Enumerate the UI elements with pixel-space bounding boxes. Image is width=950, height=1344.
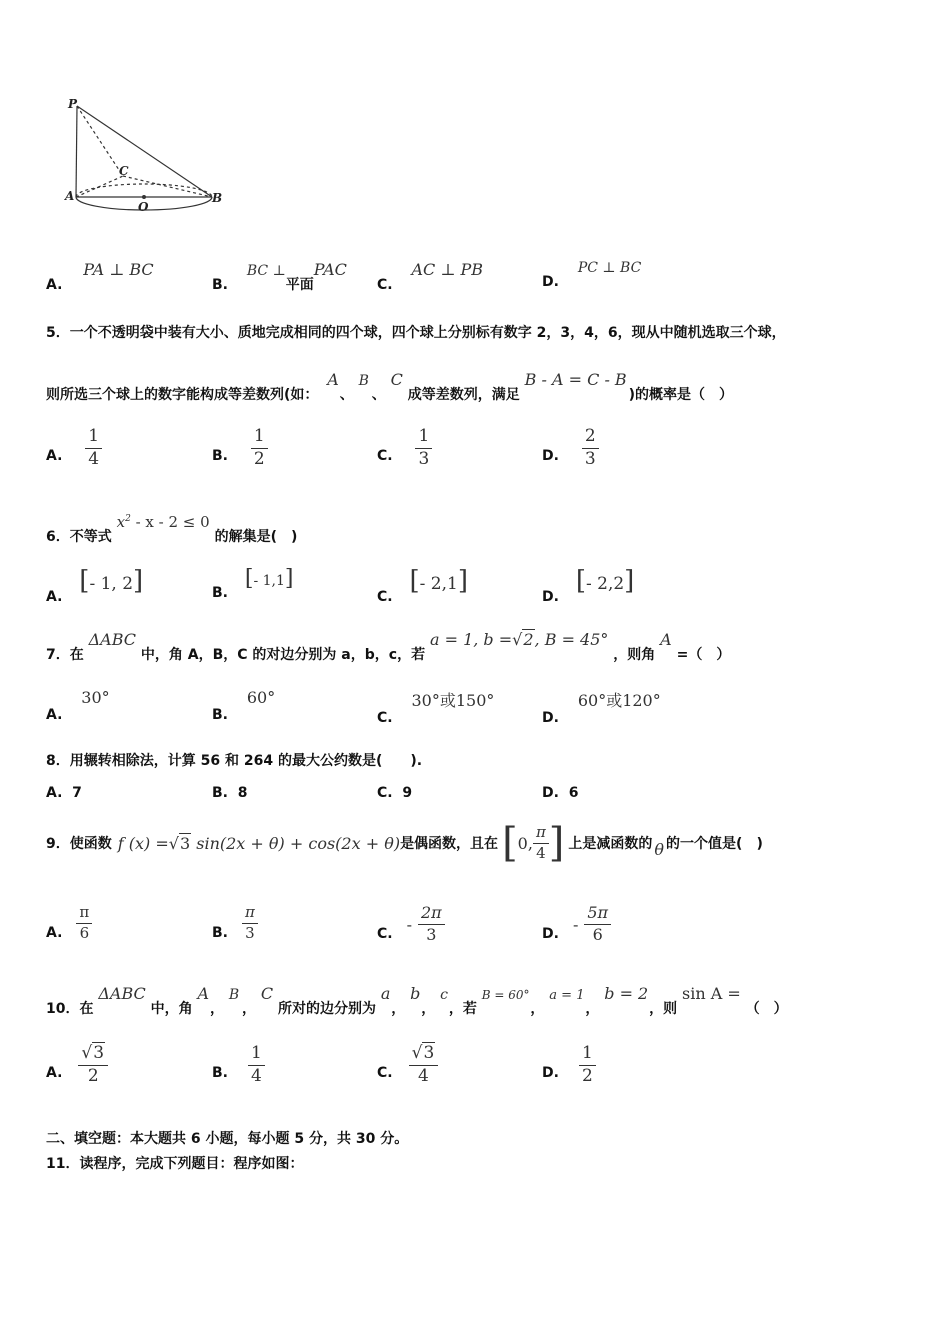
q8-option-c: C. 9 bbox=[377, 785, 413, 801]
q9-option-b: B. $\frac{\pi}{3}$ bbox=[212, 905, 258, 942]
segment-AC bbox=[76, 176, 123, 197]
label-B: B bbox=[212, 191, 223, 205]
q4-option-d: D. PC ⊥ BC bbox=[542, 260, 642, 290]
q6-option-d: D. [- 2,2] bbox=[542, 566, 635, 605]
label-A: A bbox=[65, 189, 75, 203]
q6-stem: 6．不等式 $x^2 - x - 2 \le 0$ 的解集是( ) bbox=[46, 513, 298, 545]
q6-option-c: C. [- 2,1] bbox=[377, 566, 468, 605]
q4-option-a: A. PA ⊥ BC bbox=[46, 260, 154, 293]
q9-option-a: A. $\frac{\pi}{6}$ bbox=[46, 905, 92, 942]
label-P: P bbox=[68, 97, 78, 111]
segment-PB bbox=[77, 106, 212, 197]
q10-option-a: A. $\frac{√3}{2}$ bbox=[46, 1045, 108, 1086]
q10-stem: 10．在 ΔABC 中，角 A ， B ， C 所对的边分别为 a ， b ， c ，若 B = 60° ， a = 1 ， b = 2 ，则 sin A = （ ） bbox=[46, 984, 788, 1017]
segment-PC bbox=[77, 106, 123, 176]
q8-option-d: D. 6 bbox=[542, 785, 579, 801]
q5-option-d: D. $\frac{2}{3}$ bbox=[542, 428, 599, 469]
q7-stem: 7．在 ΔABC 中，角 A，B，C 的对边分别为 a，b，c，若 a = 1, b =√2, B = 45° ，则角 A =（ ） bbox=[46, 630, 731, 663]
q6-option-a: A. [- 1, 2] bbox=[46, 566, 144, 605]
q5-stem-line1: 5．一个不透明袋中装有大小、质地完成相同的四个球，四个球上分别标有数字 2，3，4，6，现从中随机选取三个球， bbox=[46, 325, 786, 341]
q7-option-b: B. 60° bbox=[212, 688, 276, 723]
q9-stem: 9．使函数 f (x) =√3 sin(2x + θ) + cos(2x + θ) 是偶函数，且在 [ 0, $\frac{\pi}{4}$ ] 上是减函数的 θ 的一个值是( ) bbox=[46, 820, 763, 866]
q5-option-a: A. $\frac{1}{4}$ bbox=[46, 428, 102, 469]
q7-option-a: A. 30° bbox=[46, 688, 110, 723]
cone-figure bbox=[60, 96, 230, 216]
q8-option-b: B. 8 bbox=[212, 785, 248, 801]
q4-option-c: C. AC ⊥ PB bbox=[377, 260, 484, 293]
q7-option-d: D. 60°或120° bbox=[542, 691, 661, 726]
q5-option-c: C. $\frac{1}{3}$ bbox=[377, 428, 432, 469]
q5-option-b: B. $\frac{1}{2}$ bbox=[212, 428, 268, 469]
q6-option-b: B. [- 1,1] bbox=[212, 566, 294, 601]
q9-option-c: C. - $\frac{2\pi}{3}$ bbox=[377, 905, 445, 944]
q10-option-d: D. $\frac{1}{2}$ bbox=[542, 1045, 596, 1086]
q7-option-c: C. 30°或150° bbox=[377, 691, 495, 726]
center-point-O bbox=[142, 195, 146, 199]
label-O: O bbox=[138, 200, 149, 214]
q9-option-d: D. - $\frac{5\pi}{6}$ bbox=[542, 905, 611, 944]
q8-option-a: A. 7 bbox=[46, 785, 82, 801]
q10-option-b: B. $\frac{1}{4}$ bbox=[212, 1045, 265, 1086]
q10-option-c: C. $\frac{√3}{4}$ bbox=[377, 1045, 438, 1086]
q4-option-b: B. BC ⊥平面PAC bbox=[212, 260, 347, 293]
section-2-title: 二、填空题：本大题共 6 小题，每小题 5 分，共 30 分。 bbox=[46, 1131, 409, 1147]
segment-CB bbox=[123, 176, 212, 197]
segment-PA bbox=[76, 106, 77, 197]
label-C: C bbox=[119, 164, 129, 178]
q11-stem: 11．读程序，完成下列题目：程序如图： bbox=[46, 1156, 304, 1172]
q5-stem-line2: 则所选三个球上的数字能构成等差数列(如： A 、 B 、 C 成等差数列，满足 B - A = C - B )的概率是（ ） bbox=[46, 370, 733, 403]
q8-stem: 8．用辗转相除法，计算 56 和 264 的最大公约数是( ). bbox=[46, 753, 423, 769]
